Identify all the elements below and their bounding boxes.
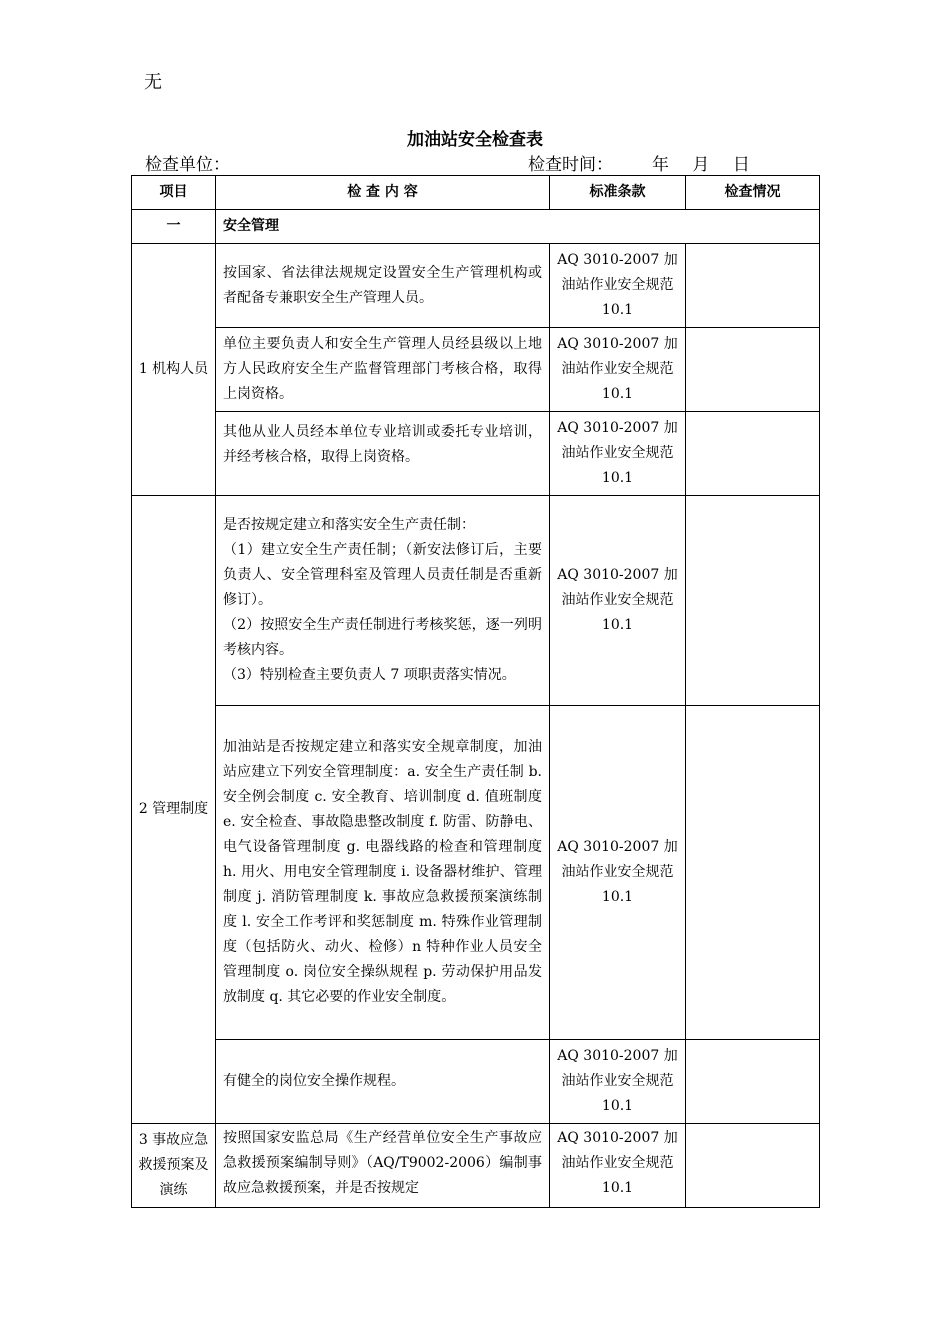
- header-result: 检查情况: [686, 176, 820, 210]
- section-title: 安全管理: [216, 210, 820, 244]
- check-content: 加油站是否按规定建立和落实安全规章制度，加油站应建立下列安全管理制度：a. 安全生产责任制 b. 安全例会制度 c. 安全教育、培训制度 d. 值班制度 e. 安全检查、事故隐患整改制度 f. 防雷、防静电、电气设备管理制度 g. 电器线路的检查和管理制度 h. 用火、用电安全管理制度 i. 设备器材维护、管理制度 j. 消防管理制度 k. 事故应急救援预案演练制度 l. 安全工作考评和奖惩制度 m. 特殊作业管理制度（包括防火、动火、检修）n 特种作业人员安全管理制度 o. 岗位安全操纵规程 p. 劳动保护用品发放制度 q. 其它必要的作业安全制度。: [216, 706, 550, 1040]
- table-row: [132, 328, 820, 412]
- standard-clause: AQ 3010-2007 加油站作业安全规范 10.1: [550, 706, 686, 1040]
- section-number: 一: [132, 210, 216, 244]
- inspection-table: [131, 175, 820, 1208]
- year-label: 年: [652, 155, 669, 175]
- check-result-cell[interactable]: [686, 328, 820, 412]
- table-row: [132, 1040, 820, 1124]
- check-result-cell[interactable]: [686, 496, 820, 706]
- group-label: 3 事故应急救援预案及演练: [132, 1124, 216, 1208]
- check-content: 按照国家安监总局《生产经营单位安全生产事故应急救援预案编制导则》（AQ/T9002-2006）编制事故应急救援预案，并是否按规定: [216, 1124, 550, 1208]
- check-content: 是否按规定建立和落实安全生产责任制： （1）建立安全生产责任制；（新安法修订后，主要负责人、安全管理科室及管理人员责任制是否重新修订）。 （2）按照安全生产责任制进行考核奖惩，逐一列明考核内容。 （3）特别检查主要负责人 7 项职责落实情况。: [216, 496, 550, 706]
- standard-clause: AQ 3010-2007 加油站作业安全规范 10.1: [550, 244, 686, 328]
- check-result-cell[interactable]: [686, 706, 820, 1040]
- table-row: [132, 496, 820, 706]
- table-row: [132, 412, 820, 496]
- standard-clause: AQ 3010-2007 加油站作业安全规范 10.1: [550, 1124, 686, 1208]
- header-row: [132, 176, 820, 210]
- inspection-date: [652, 150, 768, 175]
- header-item: 项目: [132, 176, 216, 210]
- standard-clause: AQ 3010-2007 加油站作业安全规范 10.1: [550, 1040, 686, 1124]
- inspection-time-label: 检查时间：: [528, 155, 613, 175]
- check-content: 按国家、省法律法规规定设置安全生产管理机构或者配备专兼职安全生产管理人员。: [216, 244, 550, 328]
- check-content: 单位主要负责人和安全生产管理人员经县级以上地方人民政府安全生产监督管理部门考核合格，取得上岗资格。: [216, 328, 550, 412]
- header-content: 检 查 内 容: [216, 176, 550, 210]
- check-content: 有健全的岗位安全操作规程。: [216, 1040, 550, 1124]
- group-label: 2 管理制度: [132, 496, 216, 1124]
- corner-mark: 无: [144, 72, 162, 93]
- month-label: 月: [692, 155, 710, 175]
- page-title: 加油站安全检查表: [407, 130, 543, 150]
- check-result-cell[interactable]: [686, 1124, 820, 1208]
- check-content: 其他从业人员经本单位专业培训或委托专业培训，并经考核合格，取得上岗资格。: [216, 412, 550, 496]
- table-row: [132, 706, 820, 1040]
- day-label: 日: [732, 155, 750, 175]
- check-result-cell[interactable]: [686, 1040, 820, 1124]
- group-label: 1 机构人员: [132, 244, 216, 496]
- standard-clause: AQ 3010-2007 加油站作业安全规范 10.1: [550, 328, 686, 412]
- standard-clause: AQ 3010-2007 加油站作业安全规范 10.1: [550, 496, 686, 706]
- check-result-cell[interactable]: [686, 412, 820, 496]
- section-row: [132, 210, 820, 244]
- check-result-cell[interactable]: [686, 244, 820, 328]
- inspection-unit-label: 检查单位：: [145, 155, 230, 175]
- table-row: [132, 244, 820, 328]
- header-standard: 标准条款: [550, 176, 686, 210]
- standard-clause: AQ 3010-2007 加油站作业安全规范 10.1: [550, 412, 686, 496]
- table-row: [132, 1124, 820, 1208]
